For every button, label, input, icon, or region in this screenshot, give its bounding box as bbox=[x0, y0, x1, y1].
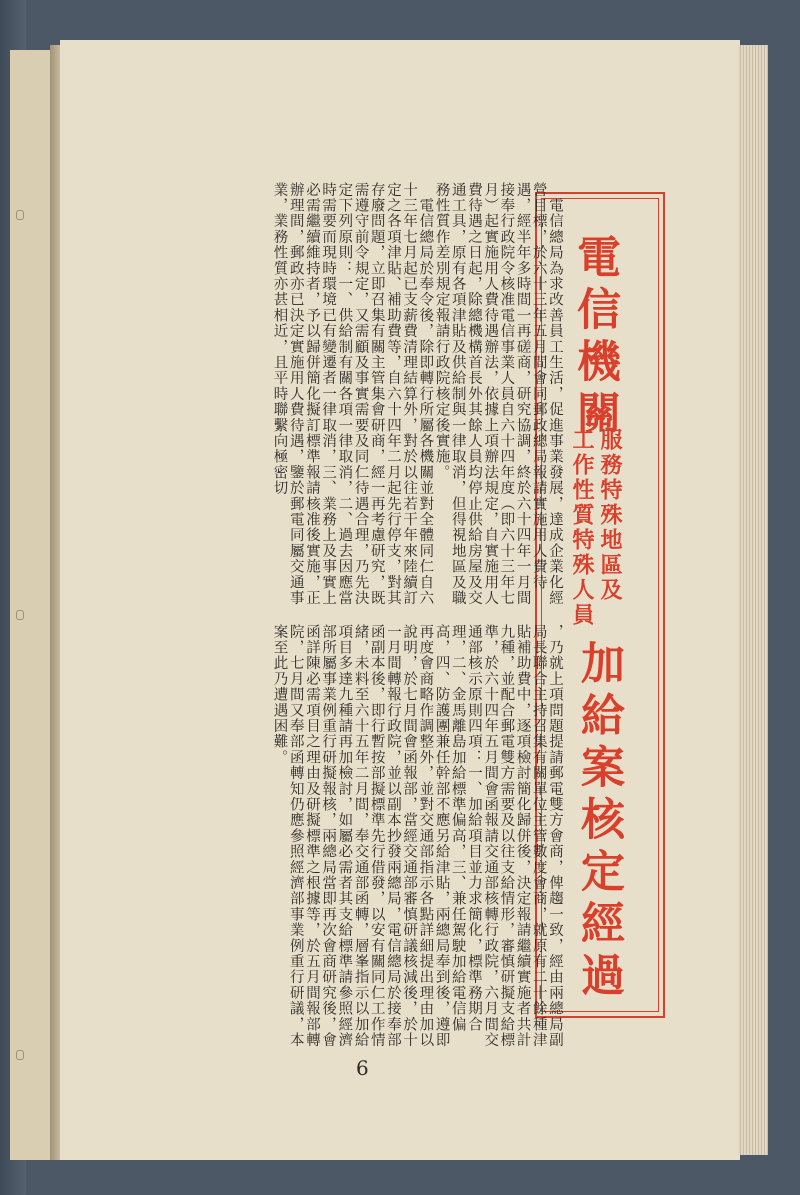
binding-thread bbox=[16, 1050, 24, 1060]
binding-thread bbox=[16, 210, 24, 220]
page-number: 6 bbox=[356, 1056, 369, 1080]
book-cover-bottom bbox=[30, 1160, 800, 1195]
article-subtitle-line2: 工作性質特殊人員 bbox=[569, 428, 594, 628]
article-body-lower: ，乃就上項問題提請郵電雙方會商，俾趨一致，經由兩總局副局長聯合主持召集有關單位主管數度會商，就原有二十餘種津貼補助費中，逐項檢討簡化歸併後，決定報請繼續實施者共計九種，並配合郵電雙方需要及以往支給情形，審慎研擬支給標準，於六十四年五月間會函報請交通部核轉行政院，六月間交通部核示原則四項：一、加給項目並力求簡化，標準務期合理，二、金馬離島加給標準偏高，三、兼任駕駛加給電信偏高，四、防護團兼任幹部不應另給津貼，兩總局奉到後，遵即再度會商略作調整外，並對交通部指示各點詳細提出理由加以說明，於七月間會函報部，當經交通部審慎研議核減後，於十一月間轉報行政院，並以副本抄發兩總局，電信總局於接奉部函副本後，即行暫按部擬標準先行借發，以安有關同仁工作情緒，未料至六十五年二月間，奉交通部函轉，層峯指示以加給項目多達九種請再加檢討，如屬必需者其支給標準請參照經濟部所屬事業例重行研擬報核，兩總局當即再次會商研究後，會函詳陳必需項目之理由及研擬標準之根據等，於五月間報部轉院，七月間又奉部函轉知仍應參照經濟部事業例重行研議，本案至此乃遭遇困難。 bbox=[271, 624, 563, 1048]
left-page-edge bbox=[10, 50, 51, 1160]
binding-thread bbox=[16, 610, 24, 620]
article-body-upper: 電信總局為求改善員工生活，促進事業發展，達成企業化經營目標，於六十三年五月間會同郵政總局報請實施用人費待遇，經半年多時間一再磋商，研究協調，終於六十四年一月間接奉行政院令核准電信事業人員自六十四年度（即六十三年七月）起實施用人費待遇辦法，依據上項辦法規定，自實施用人費待遇之日起，除總機構首長外其餘人員均停止供給房屋及交通工具，原有各項津貼及供給制與一律取消，但得視地區及職務性質作差別規定報請行政院核定後實施。 電信總局於奉令後，除即轉行所屬各機關並對全體同仁自六十三年七月起已支薪費清理結算外，對於以往若干年來陸續訂定之各項津貼、補助費等，自六十四年二月起先行停支，對其存廢問題，立即召集有關主管集會研商，經一再考慮研究，既需遵守前令規定，又需顧及事實需要及同仁待遇合理，乃先決定下列原則：一、供給制有關各項一律取消，二、過去因應當時需要而現時環境已有變遷者一律取消，三、業務上及事實上必需繼續維持者，予以歸併簡化擬訂標準報請核准後實施，正辦理間，郵政亦已決定實施用人費待遇，鑒於郵電同屬交通事業，業務性質亦甚相近，且平時聯繫向極密切 bbox=[271, 182, 563, 606]
article-subtitle-line1: 服務特殊地區及 bbox=[597, 428, 622, 603]
article-title-part2: 加給案核定經過 bbox=[573, 640, 624, 1004]
page-edges bbox=[738, 45, 768, 1155]
article-title-part1: 電信機關 bbox=[569, 234, 620, 442]
book-cover-right bbox=[768, 0, 800, 1195]
